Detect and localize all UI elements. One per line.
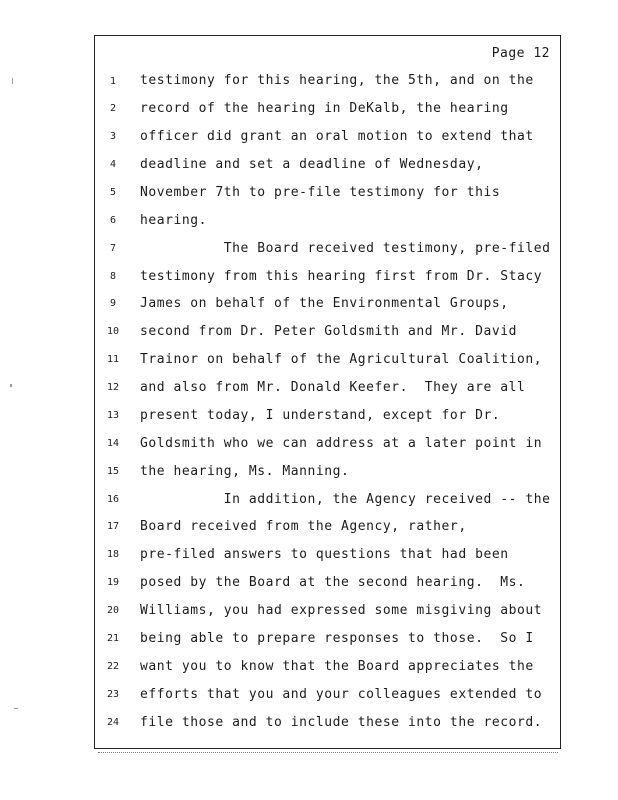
transcript-line: the hearing, Ms. Manning. xyxy=(140,464,350,479)
line-number: 14 xyxy=(106,438,120,449)
line-number: 24 xyxy=(106,717,120,728)
line-number: 19 xyxy=(106,577,120,588)
transcript-line: James on behalf of the Environmental Groups, xyxy=(140,296,509,311)
scan-artifact xyxy=(14,708,18,709)
transcript-line: efforts that you and your colleagues extended to xyxy=(140,687,543,702)
transcript-line: Trainor on behalf of the Agricultural Coalition, xyxy=(140,352,543,367)
line-number: 4 xyxy=(109,159,117,170)
transcript-line: testimony from this hearing first from Dr. Stacy xyxy=(140,269,543,284)
line-number: 22 xyxy=(106,661,120,672)
transcript-line: November 7th to pre-file testimony for this xyxy=(140,185,501,200)
page-number: Page 12 xyxy=(491,46,550,61)
footer-rule xyxy=(98,752,558,753)
transcript-line: deadline and set a deadline of Wednesday, xyxy=(140,157,484,172)
line-number: 1 xyxy=(109,76,117,87)
transcript-line: posed by the Board at the second hearing. Ms. xyxy=(140,575,526,590)
line-number: 7 xyxy=(109,243,117,254)
line-number: 10 xyxy=(106,326,120,337)
transcript-page xyxy=(94,35,561,749)
scan-artifact xyxy=(12,78,13,84)
transcript-line: Board received from the Agency, rather, xyxy=(140,519,467,534)
transcript-line: The Board received testimony, pre-filed xyxy=(140,241,551,256)
line-number: 8 xyxy=(109,271,117,282)
line-number: 13 xyxy=(106,410,120,421)
line-number: 5 xyxy=(109,187,117,198)
transcript-line: testimony for this hearing, the 5th, and on the xyxy=(140,73,534,88)
line-number: 16 xyxy=(106,494,120,505)
transcript-line: Williams, you had expressed some misgiving about xyxy=(140,603,543,618)
transcript-line: record of the hearing in DeKalb, the hearing xyxy=(140,101,509,116)
line-number: 12 xyxy=(106,382,120,393)
transcript-line: pre-filed answers to questions that had been xyxy=(140,547,509,562)
line-number: 23 xyxy=(106,689,120,700)
transcript-line: file those and to include these into the record. xyxy=(140,715,543,730)
line-number: 3 xyxy=(109,131,117,142)
transcript-line: hearing. xyxy=(140,213,208,228)
line-number: 18 xyxy=(106,549,120,560)
line-number: 20 xyxy=(106,605,120,616)
line-number: 6 xyxy=(109,215,117,226)
transcript-line: and also from Mr. Donald Keefer. They are all xyxy=(140,380,526,395)
transcript-line: second from Dr. Peter Goldsmith and Mr. David xyxy=(140,324,517,339)
line-number: 21 xyxy=(106,633,120,644)
line-number: 15 xyxy=(106,466,120,477)
transcript-line: present today, I understand, except for Dr. xyxy=(140,408,501,423)
transcript-line: Goldsmith who we can address at a later point in xyxy=(140,436,543,451)
line-number: 17 xyxy=(106,521,120,532)
transcript-line: being able to prepare responses to those. So I xyxy=(140,631,534,646)
line-number: 2 xyxy=(109,103,117,114)
line-number: 11 xyxy=(106,354,120,365)
transcript-line: officer did grant an oral motion to extend that xyxy=(140,129,534,144)
line-number: 9 xyxy=(109,298,117,309)
transcript-line: want you to know that the Board appreciates the xyxy=(140,659,534,674)
scan-artifact xyxy=(10,384,12,387)
transcript-line: In addition, the Agency received -- the xyxy=(140,492,551,507)
